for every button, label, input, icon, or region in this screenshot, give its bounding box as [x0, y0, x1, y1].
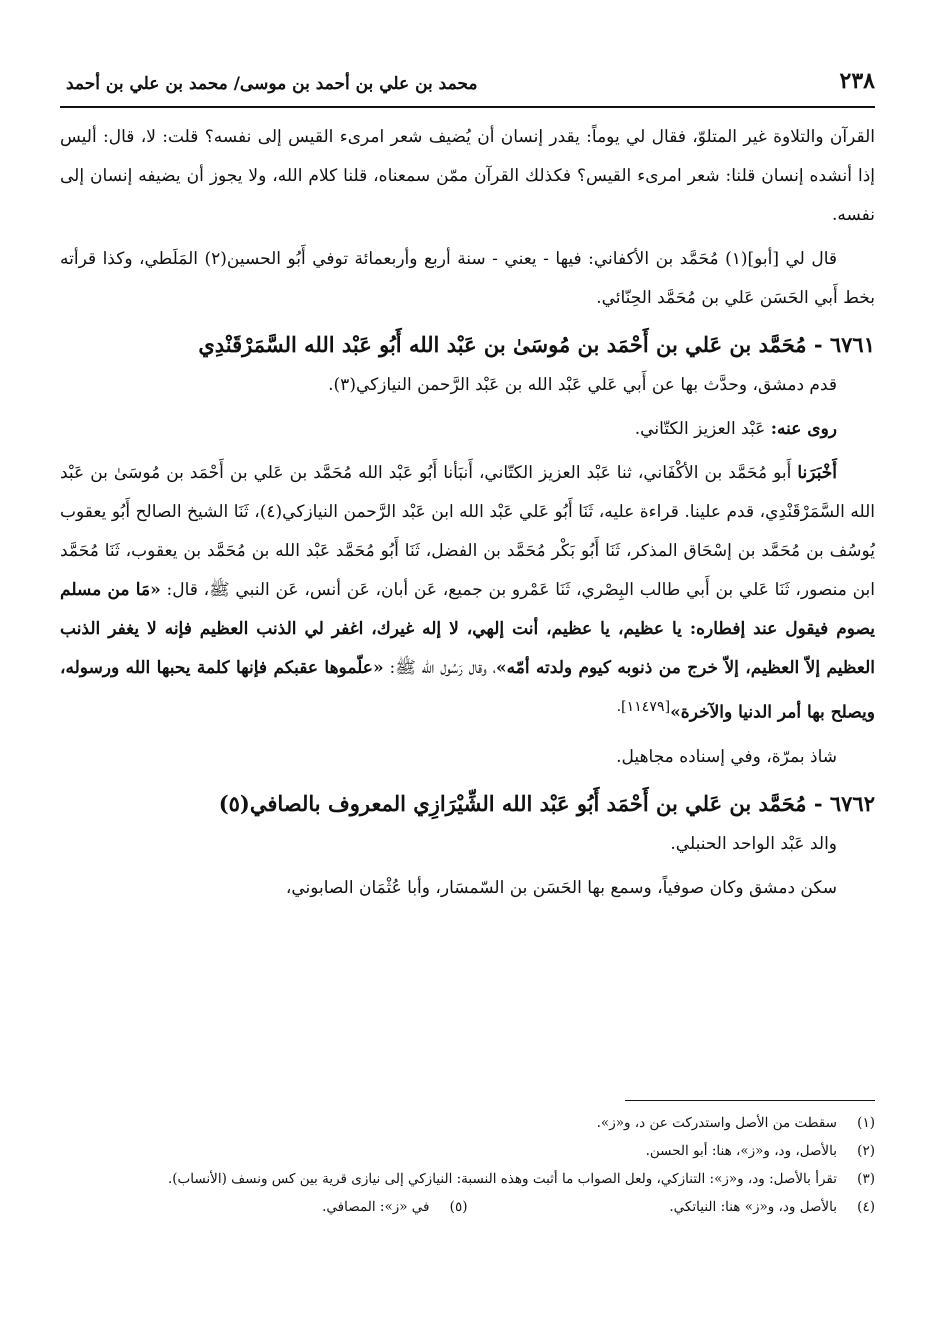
footnote-text: بالأصل، ود، و«ز»، هنا: أبو الحسن.	[645, 1143, 837, 1159]
footnote-5	[60, 1193, 468, 1221]
entry-6762-paragraph: سكن دمشق وكان صوفياً، وسمع بها الحَسَن بن السّمسَار، وأبا عُثْمَان الصابوني،	[285, 877, 837, 898]
running-title: محمد بن علي بن أحمد بن موسى/ محمد بن علي بن أحمد	[66, 74, 478, 94]
main-text	[60, 118, 875, 908]
footnote-number: (٢)	[857, 1143, 875, 1159]
footnote-text: في «ز»: المصافي.	[322, 1199, 430, 1215]
footnote-number: (٣)	[857, 1171, 875, 1187]
page	[60, 60, 875, 913]
hadith-text-2: «علّموها عقبكم فإنها كلمة يحبها الله ورسوله، ويصلح بها أمر الدنيا والآخرة»	[60, 658, 875, 723]
footnote-text: بالأصل ود، و«ز» هنا: النياتكي.	[669, 1199, 837, 1215]
paragraph-continuation: القرآن والتلاوة غير المتلوّ، فقال لي يوماً: يقدر إنسان أن يُضيف شعر امرىء القيس إلى نفسه؟ قلت: لا، قال: أليس إذا أنشده إنسان قلنا: شعر امرىء القيس؟ فكذلك القرآن ممّن سمعناه، قلنا كلام الله، ولا يجوز أن يضيفه إنسان إلى نفسه.	[60, 127, 875, 225]
page-number: ٢٣٨	[839, 68, 875, 94]
entry-6761-grading: شاذ بمرّة، وفي إسناده مجاهيل.	[616, 746, 837, 767]
paragraph-akfani-report: قال لي [أبو](١) مُحَمَّد بن الأكفاني: فيها - يعني - سنة أربع وأربعمائة توفي أَبُو الحسين(٢) المَلَطي، وكذا قرأته بخط أَبي الحَسَن عَلي بن مُحَمَّد الحِنّائي.	[60, 249, 875, 308]
footnote-number: (٥)	[449, 1199, 468, 1215]
hadith-text-1: «مَا من مسلم يصوم فيقول عند إفطاره: يا عظيم، يا عظيم، أنت إلهي، لا إله غيرك، اغفر لي الذنب العظيم فإنه لا يغفر الذنب العظيم إلاّ العظيم، إلاّ خرج من ذنوبه كيوم ولدته أمّه»	[60, 580, 875, 678]
rawi-text: عَبْد العزيز الكتّاني.	[634, 419, 766, 439]
footnote-row-4-5	[60, 1193, 875, 1221]
entry-6761-line: قدم دمشق، وحدَّث بها عن أَبي عَلي عَبْد الله بن عَبْد الرَّحمن النيازكي(٣).	[328, 375, 837, 395]
footnote-text: تقرأ بالأصل: ود، و«ز»: التنازكي، ولعل الصواب ما أثبت وهذه النسبة: النيازكي إلى نيازى قرية بين كس ونسف (الأنساب).	[167, 1171, 837, 1187]
footnote-4	[468, 1193, 876, 1221]
hadith-reference: [١١٤٧٩].	[616, 699, 671, 715]
entry-6761-narrators	[60, 410, 875, 449]
footnote-1	[60, 1109, 875, 1137]
hadith-connector: ، وقال رَسُول الله ﷺ:	[389, 658, 496, 678]
isnad-text: أَبو مُحَمَّد بن الأكْفَاني، ثنا عَبْد العزيز الكتّاني، أَنبَأنا أَبُو عَبْد الله مُحَمَّد بن عَلي بن أَحْمَد بن مُوسَىٰ بن عَبْد الله السَّمَرْقَنْدِي، قدم علينا. قراءة عليه، ثَنَا أَبُو عَلي عَبْد الله ابن عَبْد الرَّحمن النيازكي(٤)، ثَنَا الشيخ الصالح أَبُو يعقوب يُوسُف بن مُحَمَّد بن إسْحَاق المذكر، ثَنَا أَبُو بَكْر مُحَمَّد بن الفضل، ثَنَا أَبُو مُحَمَّد عَبْد الله بن مُحَمَّد بن يعقوب، ثَنَا مُحَمَّد ابن منصور، ثَنَا عَلي بن أَبي طالب البِصْري، ثَنَا عَمْرو بن جميع، عَن أبان، عَن أنس، عَن النبي ﷺ، قال:	[60, 463, 876, 600]
footnotes	[60, 1100, 875, 1221]
running-header	[60, 60, 875, 106]
entry-6761-title: ٦٧٦١ - مُحَمَّد بن عَلي بن أَحْمَد بن مُوسَىٰ بن عَبْد الله أَبُو عَبْد الله السَّمَرْقَنْدِي	[198, 332, 875, 357]
footnote-number: (١)	[857, 1115, 875, 1131]
footnote-number: (٤)	[857, 1199, 875, 1215]
entry-6762-line: والد عَبْد الواحد الحنبلي.	[670, 833, 837, 854]
footnote-text: سقطت من الأصل واستدركت عن د، و«ز».	[596, 1115, 837, 1131]
header-rule	[60, 106, 875, 108]
footnote-3	[60, 1165, 875, 1193]
footnote-rule	[625, 1100, 875, 1101]
entry-6761-isnad	[60, 454, 875, 733]
rawi-label: روى عنه:	[770, 419, 837, 439]
entry-6762-title: ٦٧٦٢ - مُحَمَّد بن عَلي بن أَحْمَد أَبُو عَبْد الله الشِّيْرَازِي المعروف بالصافي(٥)	[218, 790, 875, 816]
footnote-2	[60, 1137, 875, 1165]
akhbarana-label: أَخْبَرَنا	[797, 463, 838, 483]
